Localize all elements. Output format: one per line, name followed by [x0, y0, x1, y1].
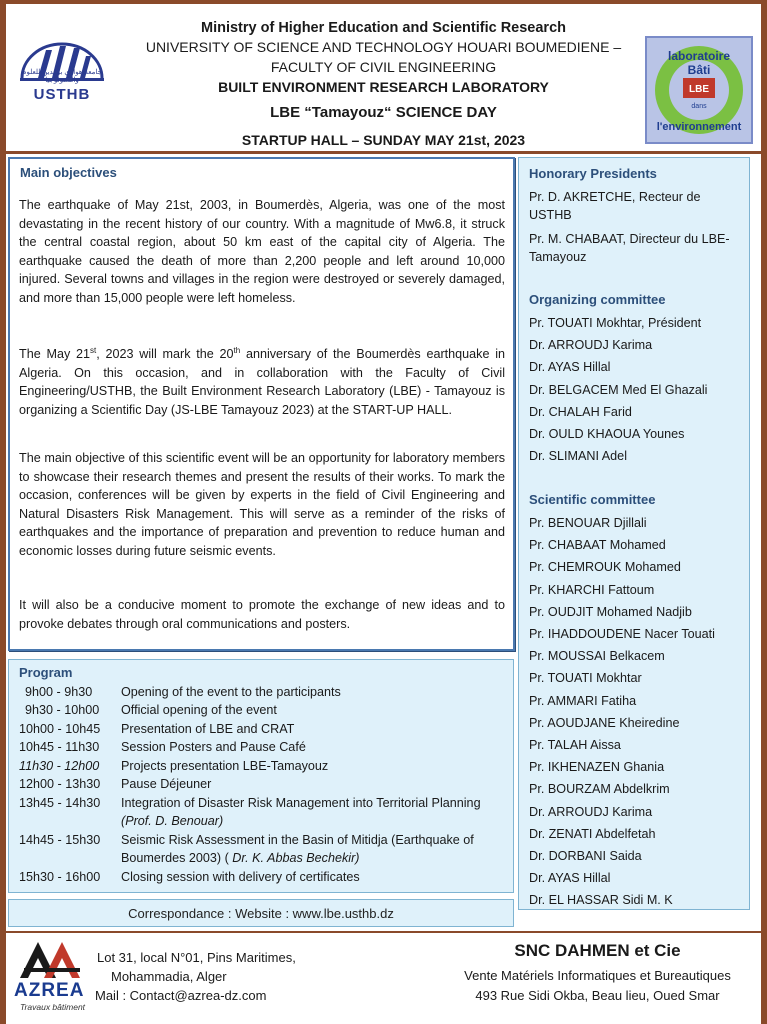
p2-sup-th: th [233, 346, 241, 355]
committee-member: Pr. KHARCHI Fattoum [529, 582, 655, 597]
program-time: 12h00 - 13h30 [19, 777, 101, 791]
lbe-badge-text: LBE [689, 84, 709, 95]
committee-member: Dr. DORBANI Saida [529, 849, 642, 863]
azrea-address-line2: Mohammadia, Alger [111, 969, 227, 984]
program-desc: Projects presentation LBE-Tamayouz [121, 759, 329, 773]
committee-member: Pr. IKHENAZEN Ghania [529, 760, 665, 775]
program-desc: Opening of the event to the participants [121, 685, 341, 699]
p2-part-c: anniversary of the Boumerdès earthquake in Algeria. On this occasion, and in collaboration with the Faculty of Civil Engineering/USTHB, the Built Environment Research Laboratory (LBE) - Tamayouz is organizing a Scientific Day (JS-LBE Tamayouz 2023) at the START-UP HALL. [19, 347, 506, 417]
committee-member: Dr. AYAS Hillal [529, 360, 611, 375]
program-desc: Closing session with delivery of certificates [121, 870, 360, 884]
honorary-member: Pr. M. CHABAAT, Directeur du LBE-Tamayouz [529, 232, 730, 264]
venue-date: STARTUP HALL – SUNDAY MAY 21st, 2023 [241, 132, 526, 148]
objectives-paragraph-4: It will also be a conducive moment to promote the exchange of new ideas and to provoke debates through oral communications and posters. [19, 598, 505, 631]
honorary-title: Honorary Presidents [529, 166, 657, 181]
snc-address: 493 Rue Sidi Okba, Beau lieu, Oued Smar [475, 988, 720, 1003]
lbe-bati-text: Bâti [687, 63, 711, 77]
program-time: 10h00 - 10h45 [19, 722, 101, 736]
committee-member: Dr. AYAS Hillal [529, 871, 611, 886]
organizing-title: Organizing committee [529, 292, 666, 307]
objectives-paragraph-3: The main objective of this scientific event will be an opportunity for laboratory members to showcase their research themes and present the results of their works. To mark the occasion, conferences will be given by experts in the field of Civil Engineering and Natural Disasters Risk Management. This will serve as a reminder of the risks of earthquakes and the importance of preparation and prevention to reduce human and economic losses during future seismic events. [19, 451, 505, 558]
committee-member: Dr. ARROUDJ Karima [529, 338, 653, 353]
objectives-paragraph-2 [19, 342, 505, 420]
program-time: 9h00 - 9h30 [25, 685, 93, 699]
program-desc [121, 794, 501, 831]
program-time: 13h45 - 14h30 [19, 796, 101, 810]
committee-member: Pr. AMMARI Fatiha [529, 693, 637, 708]
main-objectives-panel [8, 157, 515, 651]
committees-panel [518, 157, 750, 910]
university-heading: UNIVERSITY OF SCIENCE AND TECHNOLOGY HOUARI BOUMEDIENE – [145, 39, 622, 55]
lbe-logo-graphic [647, 38, 751, 142]
main-objectives-title: Main objectives [20, 165, 117, 180]
header-divider [6, 151, 761, 154]
p2-part-a: The May 21 [19, 347, 91, 362]
program-time: 14h45 - 15h30 [19, 833, 101, 847]
committee-member: Pr. OUDJIT Mohamed Nadjib [529, 604, 692, 619]
p2-sup-st: st [90, 346, 97, 355]
azrea-address-line1: Lot 31, local N°01, Pins Maritimes, [97, 950, 296, 965]
scientific-title: Scientific committee [529, 492, 656, 507]
azrea-mail: Mail : Contact@azrea-dz.com [95, 988, 267, 1003]
committee-member: Pr. TOUATI Mokhtar [529, 671, 642, 686]
event-title: LBE “Tamayouz“ SCIENCE DAY [270, 104, 497, 121]
committee-member: Pr. AOUDJANE Kheiredine [529, 715, 680, 730]
committee-member: Dr. SLIMANI Adel [529, 449, 627, 464]
program-desc [121, 831, 501, 868]
azrea-name: AZREA [14, 980, 85, 1001]
lbe-dans-text: dans [691, 103, 707, 110]
correspondance-bar: Correspondance : Website : www.lbe.usthb.dz [8, 899, 514, 927]
committee-member: Pr. CHEMROUK Mohamed [529, 560, 681, 575]
committee-member: Dr. ARROUDJ Karima [529, 804, 653, 819]
committee-member: Pr. BENOUAR Djillali [529, 516, 647, 530]
snc-activity: Vente Matériels Informatiques et Bureautiques [464, 968, 731, 983]
program-time: 15h30 - 16h00 [19, 870, 101, 884]
program-time: 11h30 - 12h00 [19, 759, 100, 773]
azrea-subtitle: Travaux bâtiment [20, 1002, 86, 1012]
committee-member: Pr. CHABAAT Mohamed [529, 538, 666, 553]
program-desc: Session Posters and Pause Café [121, 740, 306, 754]
objectives-paragraph-1: The earthquake of May 21st, 2003, in Boumerdès, Algeria, was one of the most devastating in the recent history of our country. With a magnitude of Mw6.8, it struck the central coastal region, about 50 km east of the capital city of Algeria. The earthquake caused the death of more than 2,200 people and left around 10,000 injured. Several towns and villages in the region were destroyed or severely damaged, and more than 15,000 people were left homeless. [19, 198, 505, 305]
committee-member: Dr. BELGACEM Med El Ghazali [529, 382, 708, 397]
program-desc-text: Seismic Risk Assessment in the Basin of Mitidja (Earthquake of Boumerdes 2003) ( [121, 833, 474, 866]
committee-member: Dr. ZENATI Abdelfetah [529, 826, 656, 841]
committee-member: Pr. TALAH Aissa [529, 738, 621, 752]
program-time: 10h45 - 11h30 [19, 740, 100, 754]
ministry-heading: Ministry of Higher Education and Scientific Research [201, 20, 566, 36]
lbe-top-text: laboratoire [667, 49, 731, 63]
program-title: Program [19, 665, 73, 680]
laboratory-heading: BUILT ENVIRONMENT RESEARCH LABORATORY [218, 79, 549, 95]
usthb-arabic-name: جامعة هواري بومدين للعلوم والتكنولوجيا [22, 69, 102, 84]
program-desc: Presentation of LBE and CRAT [121, 722, 295, 736]
program-panel [8, 659, 514, 893]
committee-member: Pr. BOURZAM Abdelkrim [529, 782, 670, 797]
program-desc: Official opening of the event [121, 703, 277, 717]
snc-name: SNC DAHMEN et Cie [514, 941, 681, 960]
committee-member: Pr. TOUATI Mokhtar, Président [529, 316, 702, 330]
program-speaker: (Prof. D. Benouar) [121, 814, 224, 829]
committee-member: Pr. MOUSSAI Belkacem [529, 649, 665, 664]
usthb-logo-text: USTHB [33, 86, 91, 103]
committee-member: Dr. CHALAH Farid [529, 404, 632, 419]
lbe-logo [645, 36, 753, 144]
honorary-member: Pr. D. AKRETCHE, Recteur de USTHB [529, 190, 701, 222]
faculty-heading: FACULTY OF CIVIL ENGINEERING [270, 59, 497, 75]
program-time: 9h30 - 10h00 [25, 703, 100, 717]
committee-member: Dr. EL HASSAR Sidi M. K [529, 893, 673, 908]
committee-member: Pr. IHADDOUDENE Nacer Touati [529, 627, 715, 641]
footer-divider [6, 931, 761, 933]
program-speaker: Dr. K. Abbas Bechekir) [228, 851, 360, 866]
p2-part-b: , 2023 will mark the 20 [96, 347, 234, 362]
program-desc: Pause Déjeuner [121, 777, 212, 791]
committee-member: Dr. OULD KHAOUA Younes [529, 427, 685, 441]
lbe-bottom-text: l'environnement [656, 121, 742, 133]
program-desc-text: Integration of Disaster Risk Management into Territorial Planning [121, 796, 481, 810]
